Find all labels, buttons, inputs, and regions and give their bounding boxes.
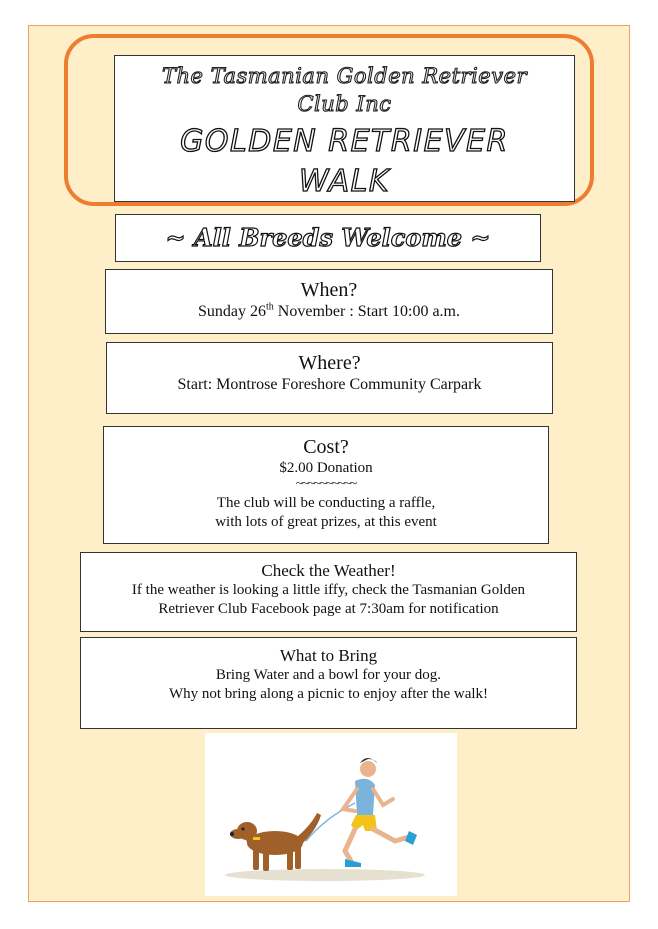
bring-box: [80, 637, 577, 729]
event-title-line1: GOLDEN RETRIEVER: [180, 124, 509, 159]
where-heading: Where?: [298, 352, 361, 374]
welcome-box: [115, 214, 541, 262]
where-box: [106, 342, 553, 414]
man-walking-dog-icon: [205, 733, 457, 896]
when-box: [105, 269, 553, 334]
cost-box: [103, 426, 549, 544]
when-heading: When?: [300, 279, 358, 301]
cost-divider: ~~~~~~~~~~: [295, 475, 357, 490]
cost-heading: Cost?: [303, 436, 349, 458]
when-date-suffix: November : Start 10:00 a.m.: [273, 303, 460, 320]
event-title: [115, 122, 574, 202]
bring-heading: What to Bring: [279, 646, 378, 665]
club-name-line1: The Tasmanian Golden Retriever: [161, 64, 528, 88]
weather-heading: Check the Weather!: [261, 561, 396, 580]
bring-line1: Bring Water and a bowl for your dog.: [215, 667, 442, 683]
where-detail: Start: Montrose Foreshore Community Carpark: [177, 376, 482, 393]
when-date: [106, 302, 552, 322]
when-date-ordinal: th: [266, 301, 274, 313]
cost-amount: $2.00 Donation: [279, 460, 373, 476]
weather-line1: If the weather is looking a little iffy, check the Tasmanian Golden: [131, 582, 526, 598]
cost-raffle-line2: with lots of great prizes, at this event: [215, 514, 437, 530]
event-title-line2: WALK: [298, 164, 391, 199]
title-box: [114, 55, 575, 202]
when-date-prefix: Sunday 26: [198, 303, 267, 320]
weather-line2: Retriever Club Facebook page at 7:30am for notification: [158, 601, 499, 617]
club-name-line2: Club Inc: [297, 92, 392, 116]
cost-raffle-line1: The club will be conducting a raffle,: [216, 495, 436, 511]
bring-line2: Why not bring along a picnic to enjoy after the walk!: [168, 686, 489, 702]
weather-box: [80, 552, 577, 632]
club-name: [115, 62, 574, 118]
welcome-text: ~ All Breeds Welcome ~: [165, 223, 491, 252]
